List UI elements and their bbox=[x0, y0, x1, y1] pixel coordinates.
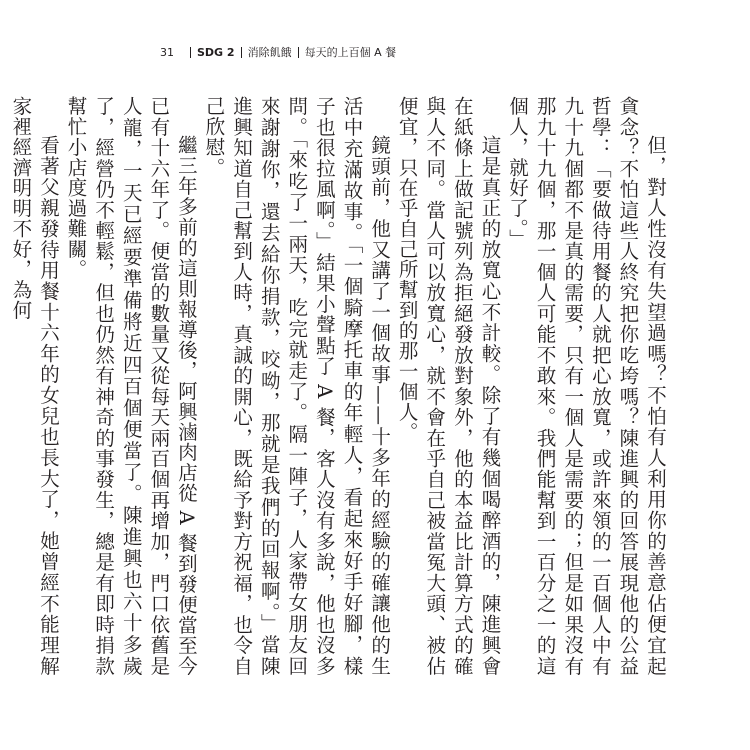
header-divider bbox=[298, 47, 299, 58]
paragraph: 這是真正的放寬心不計較。除了有幾個喝醉酒的，陳進興會在紙條上做記號列為拒絕發放對象外，他的本益比計算方式的確與人不同。當人可以放寬心，就不會在乎自己被當冤大頭、被佔便宜，只在乎自己所幫到的那一個人。 bbox=[395, 96, 502, 676]
sdg-label: SDG 2 bbox=[197, 45, 235, 59]
chapter-title: 每天的上百個 A 餐 bbox=[304, 46, 397, 59]
sdg-theme: 消除飢餓 bbox=[247, 46, 292, 59]
paragraph: 鏡頭前，他又講了一個故事——十多年的經驗的確讓他的生活中充滿故事。「一個騎摩托車的年輕人，看起來好手好腳，樣子也很拉風啊。」結果小聲點了 A 餐，客人沒有多說，他也沒多問。「來吃了一兩天，吃完就走了。隔一陣子，人家帶女朋友回來謝謝你，還去給你捐款，咬呦，那就是我們的回報啊。」當陳進興知道自己幫到人時，真誠的開心，既給予對方祝福，也令自己欣慰。 bbox=[202, 96, 392, 676]
running-header bbox=[160, 44, 396, 60]
paragraph: 看著父親發待用餐十六年的女兒也長大了，她曾經不能理解家裡經濟明明不好，為何 bbox=[9, 96, 60, 676]
header-divider bbox=[241, 47, 242, 58]
paragraph: 繼三年多前的這則報導後，阿興滷肉店從 A 餐到發便當至今已有十六年了。便當的數量又從每天兩百個再增加，門口依舊是人龍，一天已經要準備將近四百個便當了。陳進興也六十多歲了，經營仍不輕鬆，但也仍然有神奇的事發生，總是有即時捐款幫忙小店度過難關。 bbox=[64, 96, 198, 676]
paragraph: 但，對人性沒有失望過嗎？不怕有人利用你的善意佔便宜起貪念？不怕這些人終究把你吃垮嗎？陳進興的回答展現他的公益哲學：「要做待用餐的人就把心放寬，或許來領的一百個人中有九十九個都不是真的需要，只有一個人是需要的；但是如果沒有那九十九個，那一個人可能不敢來。我們能幫到一百分之一的這個人，就好了。」 bbox=[506, 96, 667, 676]
vertical-body-text bbox=[9, 96, 669, 676]
page-number: 31 bbox=[160, 45, 174, 59]
header-divider bbox=[190, 47, 191, 58]
